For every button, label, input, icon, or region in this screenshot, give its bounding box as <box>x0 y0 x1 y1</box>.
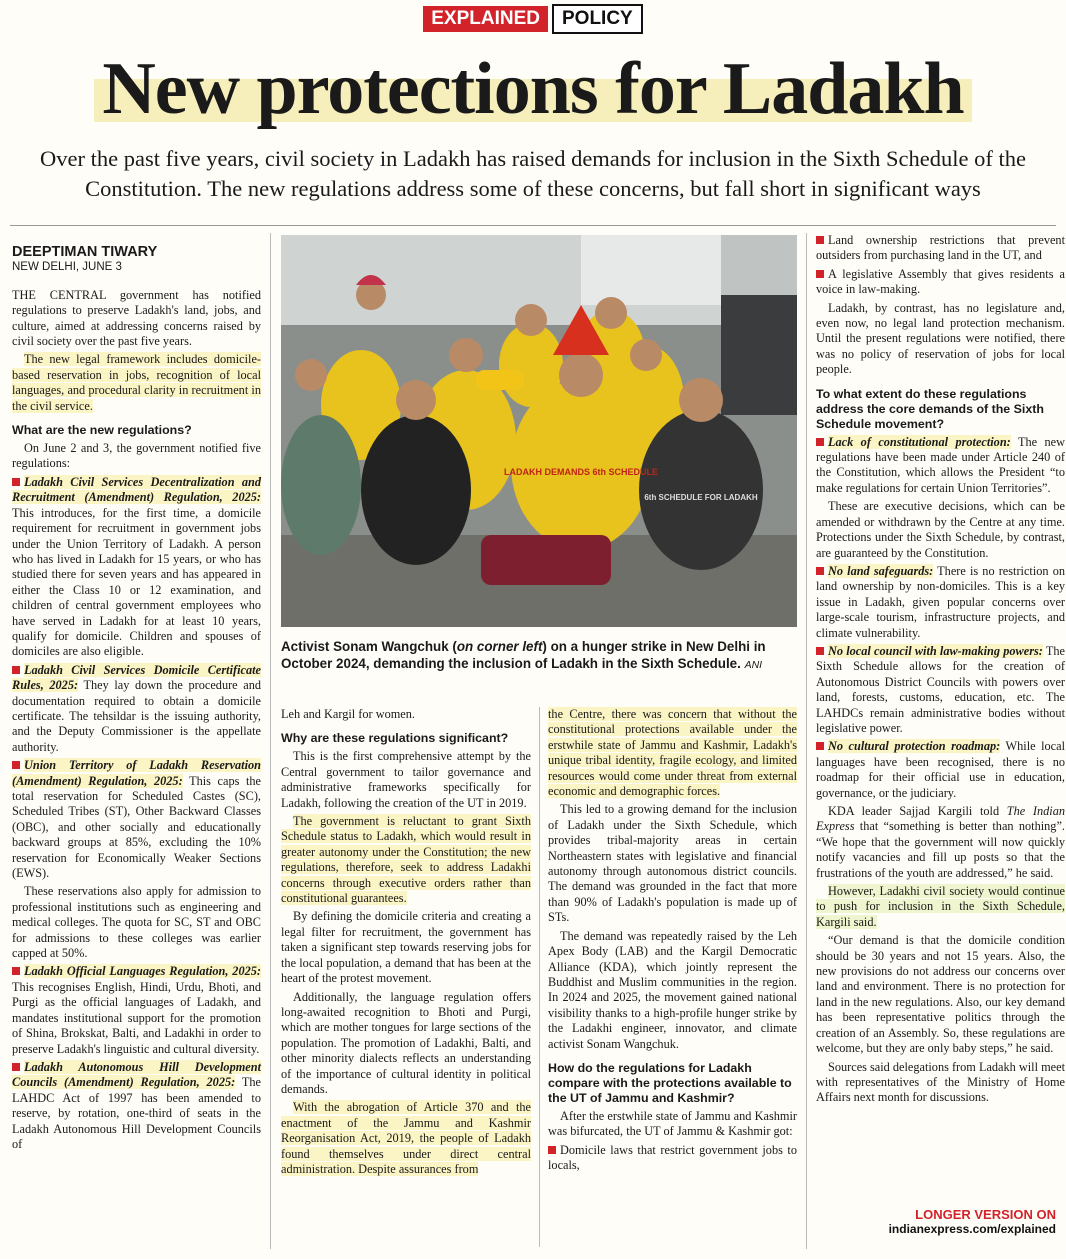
paragraph: After the erstwhile state of Jammu and Kashmir was bifurcated, the UT of Jammu & Kashmir got: <box>548 1108 797 1139</box>
photo-caption: Activist Sonam Wangchuk (on corner left) on a hunger strike in New Delhi in October 2024, demanding the inclusion of Ladakh in the Sixth Schedule. ANI <box>281 639 766 671</box>
paragraph: Leh and Kargil for women. <box>281 707 415 721</box>
bullet-item: Domicile laws that restrict government jobs to locals, <box>548 1142 797 1173</box>
paragraph: However, Ladakhi civil society would continue to push for inclusion in the Sixth Schedule, Kargili said. <box>816 884 1065 929</box>
bullet-square-icon <box>816 438 824 446</box>
byline-author: DEEPTIMAN TIWARY <box>12 244 158 260</box>
bullet-square-icon <box>12 666 20 674</box>
bullet-square-icon <box>12 967 20 975</box>
deck-subheadline: Over the past five years, civil society in Ladakh has raised demands for inclusion in the Sixth Schedule of the Constitution. The new regulations address some of these concerns, but fall short in significant ways <box>40 146 1026 201</box>
paragraph: Ladakh, by contrast, has no legislature and, even now, no legal land protection mechanism. Until the present regulations were notified, there was no policy of reservation of jobs for local people. <box>816 300 1065 377</box>
bullet-item: Ladakh Official Languages Regulation, 2025: This recognises English, Hindi, Urdu, Bhoti, and Purgi as the official languages of Ladakh, and mandates institutional support for the promotion of Shina, Brokskat, Balti, and Ladakhi in order to preserve Ladakh's linguistic and cultural diversity. <box>12 964 261 1056</box>
section-heading: Why are these regulations significant? <box>281 731 509 746</box>
column-divider <box>539 707 540 1247</box>
paragraph: the Centre, there was concern that without the constitutional protections available under the erstwhile state of Jammu and Kashmir, Ladakh's unique tribal identity, fragile ecology, and limited resources would come under threat from external economic and demographic forces. <box>548 707 797 799</box>
bullet-item: No local council with law-making powers: The Sixth Schedule allows for the creation of Autonomous District Councils with powers over land, forests, customs, education, etc. The LAHDCs remain administrative bodies without legislative power. <box>816 643 1066 735</box>
bullet-item: Ladakh Autonomous Hill Development Councils (Amendment) Regulation, 2025: The LAHDC Act of 1997 has been amended to reserve, by rotation, one-third of seats in the Ladakh Autonomous Hill Development Councils of <box>12 1059 261 1151</box>
column-divider <box>806 233 807 1249</box>
explained-url[interactable]: indianexpress.com/explained <box>888 1222 1056 1236</box>
column-4 <box>816 233 1065 1109</box>
tshirt-text: LADAKH DEMANDS 6th SCHEDULE <box>503 467 659 477</box>
paragraph: On June 2 and 3, the government notified five regulations: <box>12 441 261 471</box>
bullet-item: No cultural protection roadmap: While local languages have been recognised, there is no roadmap for their official use in education, governance, or the judiciary. <box>816 739 1065 800</box>
paragraph: With the abrogation of Article 370 and the enactment of the Jammu and Kashmir Reorganisation Act, 2019, the people of Ladakh found themselves under direct central administration. Despite assurances from <box>281 1100 531 1176</box>
bullet-square-icon <box>816 236 824 244</box>
paragraph: Sources said delegations from Ladakh will meet with representatives of the Ministry of Home Affairs next month for discussions. <box>816 1059 1065 1105</box>
bullet-square-icon <box>12 478 20 486</box>
column-1 <box>12 233 261 1155</box>
paragraph: The government is reluctant to grant Sixth Schedule status to Ladakh, which would result in greater autonomy under the Constitution; the new regulations, therefore, seek to address Ladakhi concerns through executive orders rather than constitutional guarantees. <box>281 814 531 906</box>
headline: New protections for Ladakh <box>0 46 1066 132</box>
section-heading: How do the regulations for Ladakh compare with the protections available to the UT of Jammu and Kashmir? <box>548 1060 792 1105</box>
dateline: NEW DELHI, JUNE 3 <box>12 261 122 274</box>
bullet-item: Lack of constitutional protection: The new regulations have been made under Article 240 of the Constitution, which allows the President “to make regulations for certain Union Territories”. <box>816 434 1065 495</box>
section-kicker <box>0 4 1066 34</box>
header-divider <box>10 225 1056 226</box>
bullet-square-icon <box>548 1146 556 1154</box>
bullet-item: Ladakh Civil Services Domicile Certificate Rules, 2025: They lay down the procedure and documentation required to obtain a domicile certificate. The tehsildar is the issuing authority, and the Deputy Commissioner is the appellate authority. <box>12 662 261 754</box>
bullet-square-icon <box>12 761 20 769</box>
paragraph: KDA leader Sajjad Kargili told The Indian Express that “something is better than nothing”. “We hope that the government will now quickly notify vacancies and fill up posts so that the frustrations of the youth are addressed,” he said. <box>816 804 1066 880</box>
kicker-policy: POLICY <box>552 4 643 34</box>
column-3 <box>548 707 797 1177</box>
bullet-square-icon <box>816 567 824 575</box>
paragraph: By defining the domicile criteria and creating a legal filter for recruitment, the government has taken a significant step towards reserving jobs for the local population, a demand that has been at the heart of the protest movement. <box>281 909 531 986</box>
section-heading: What are the new regulations? <box>12 423 192 438</box>
bullet-square-icon <box>816 270 824 278</box>
column-2 <box>281 707 531 1180</box>
longer-version-link[interactable] <box>889 1207 1056 1236</box>
paragraph: This is the first comprehensive attempt by the Central government to tailor governance and administrative frameworks specifically for Ladakh, following the creation of the UT in 2019. <box>281 749 531 810</box>
paragraph: These reservations also apply for admission to professional institutions such as engineering and medical colleges. The quota for SC, ST and OBC for admissions to these colleges was earlier capped at 50%. <box>12 884 261 961</box>
paragraph: THE CENTRAL government has notified regulations to preserve Ladakh's land, jobs, and culture, aimed at addressing concerns raised by civil society over the past five years. <box>12 287 261 349</box>
section-heading: To what extent do these regulations address the core demands of the Sixth Schedule movement? <box>816 386 1044 431</box>
bullet-item: No land safeguards: There is no restriction on land ownership by non-domiciles. This is a key issue in Ladakh, given popular concerns over large-scale tourism, infrastructure projects, and climate vulnerability. <box>816 563 1065 640</box>
paragraph: This led to a growing demand for the inclusion of Ladakh under the Sixth Schedule, which provides tribal-majority areas in certain Northeastern states with legislative and financial autonomy through autonomous district councils. The demand was grounded in the fact that more than 90% of Ladakh's population is made up of STs. <box>548 802 797 925</box>
paragraph: These are executive decisions, which can be amended or withdrawn by the Centre at any time. Protections under the Sixth Schedule, by contrast, are guaranteed by the Constitution. <box>816 499 1065 560</box>
kicker-explained: EXPLAINED <box>423 6 548 32</box>
bullet-item: Land ownership restrictions that prevent outsiders from purchasing land in the UT, and <box>816 233 1065 263</box>
bullet-square-icon <box>816 647 824 655</box>
bullet-item: A legislative Assembly that gives residents a voice in law-making. <box>816 266 1065 297</box>
column-divider <box>270 233 271 1249</box>
tshirt-text: 6th SCHEDULE FOR LADAKH <box>644 493 758 502</box>
news-photo <box>281 235 797 627</box>
paragraph: The demand was repeatedly raised by the Leh Apex Body (LAB) and the Kargil Democratic Alliance (KDA), which jointly represent the Buddhist and Muslim communities in the region. In 2024 and 2025, the movement gained national visibility thanks to a high-profile hunger strike by the Ladakhi engineer, innovator, and climate activist Sonam Wangchuk. <box>548 928 797 1051</box>
bullet-square-icon <box>816 742 824 750</box>
photo-credit: ANI <box>744 659 763 671</box>
paragraph: “Our demand is that the domicile condition should be 30 years and not 15 years. Also, the new provisions do not address our concerns over land and environment. There is no protection for land in the new regulations. Also, our key demand has been representative politics through the creation of an Assembly. So, these regulations are welcome, but they are only baby steps,” he said. <box>816 933 1065 1056</box>
bullet-item: Ladakh Civil Services Decentralization and Recruitment (Amendment) Regulation, 2025: This introduces, for the first time, a domicile requirement for recruitment in government jobs under the Union Territory of Ladakh. A person who has lived in Ladakh for 15 years, or who has studied there for seven years and has appeared in either the Class 10 or 12 examination, and children of central government employees who have served in Ladakh for at least 10 years, qualify for domicile. Children and spouses of domiciles are also eligible. <box>12 474 261 659</box>
paragraph: The new legal framework includes domicile-based reservation in jobs, recognition of local languages, and procedural clarity in recruitment in the civil service. <box>12 352 261 413</box>
paragraph: Additionally, the language regulation offers long-awaited recognition to Bhoti and Purgi, which are mother tongues for large sections of the population. The promotion of Ladakhi, Balti, and other minority dialects reflects an understanding of the importance of cultural identity in political demands. <box>281 989 531 1096</box>
longer-version-label: LONGER VERSION ON <box>915 1207 1056 1222</box>
bullet-square-icon <box>12 1063 20 1071</box>
bullet-item: Union Territory of Ladakh Reservation (Amendment) Regulation, 2025: This caps the total reservation for Scheduled Castes (SC), Scheduled Tribes (ST), Other Backward Classes (OBC), and other socially and educationally backward groups at 85%, excluding the 10% reservation for Economically Weaker Sections (EWS). <box>12 758 262 881</box>
